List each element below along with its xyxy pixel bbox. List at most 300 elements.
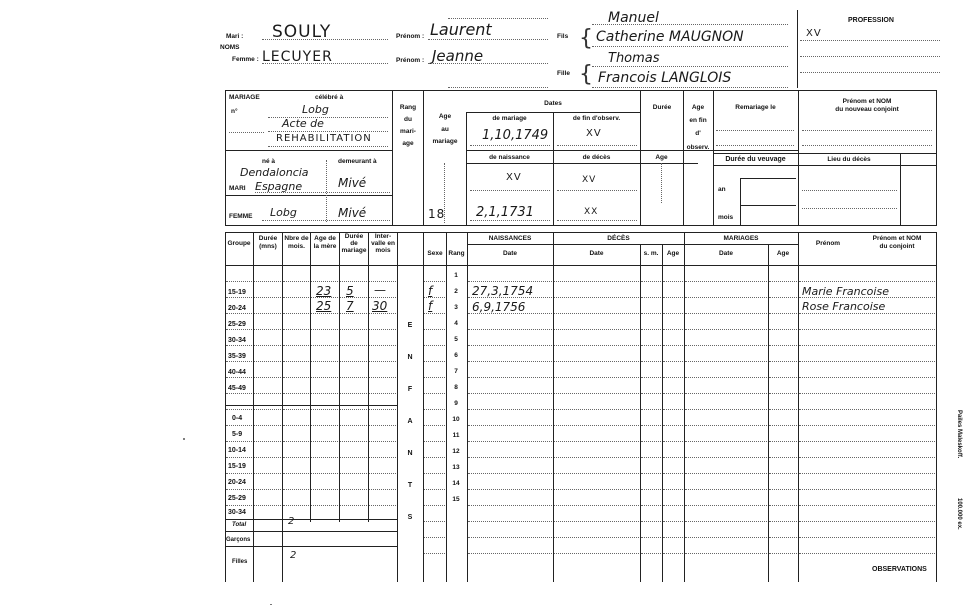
duree-label: Durée: [652, 104, 672, 111]
mari-line: [255, 192, 390, 193]
femme-deces: XX: [584, 207, 599, 217]
row-rule: [226, 425, 252, 426]
row-rule: [641, 457, 661, 458]
fille-label: Fille: [557, 70, 571, 77]
an-label: an: [718, 186, 726, 193]
row-rule: [254, 409, 281, 410]
row-rule: [769, 313, 797, 314]
de-mariage-label: de mariage: [492, 115, 527, 122]
rang-9: 9: [454, 400, 458, 407]
rang-11: 11: [452, 432, 460, 439]
row-rule: [769, 425, 797, 426]
row-rule: [254, 313, 281, 314]
celebre-line-2: [268, 131, 388, 132]
row-rule: [799, 409, 935, 410]
col-duree: [253, 232, 254, 582]
row-rule: [663, 297, 683, 298]
fille-mother: Francois LANGLOIS: [598, 70, 732, 86]
femme-deces-line: [557, 220, 637, 221]
table-top-border: [225, 232, 937, 233]
enfants-letter-0: E: [407, 322, 413, 329]
row-rule: [769, 537, 797, 538]
row-rule: [468, 425, 552, 426]
row-rule: [283, 473, 309, 474]
row-rule: [641, 489, 661, 490]
fils-father-line: [592, 24, 788, 25]
child-1-date: 27,3,1754: [472, 284, 534, 298]
group-top-3: 30-34: [228, 337, 246, 344]
veuvage-bottom: [713, 165, 936, 166]
row-rule: [554, 425, 639, 426]
total-row-bottom: [225, 531, 397, 532]
mari-label: Mari :: [226, 33, 244, 40]
table-left-border: [225, 232, 226, 582]
mari-row-label: MARI: [229, 185, 246, 192]
row-rule: [799, 377, 935, 378]
row-rule: [340, 473, 367, 474]
row-rule: [641, 505, 661, 506]
col-prenom: [798, 232, 799, 582]
row-rule: [226, 377, 252, 378]
fin-observ-label: de fin d'observ.: [572, 115, 621, 122]
child-1-sexe: f: [428, 284, 433, 298]
mariage-bottom-border: [225, 225, 937, 226]
sexe-label: Sexe: [427, 250, 443, 257]
row-rule: [685, 281, 767, 282]
ne-demeurant-divider: [326, 160, 327, 222]
row-rule: [311, 361, 338, 362]
lieu-deces-label: Lieu du décès: [827, 156, 871, 163]
row-rule: [340, 393, 367, 394]
row-rule: [685, 393, 767, 394]
mariage-left-border: [225, 90, 226, 225]
mari-row-line: [225, 195, 392, 196]
row-rule: [799, 313, 935, 314]
femme-age: 18: [428, 207, 446, 221]
row-rule: [663, 457, 683, 458]
rang-1: 1: [454, 272, 458, 279]
row-rule: [641, 521, 661, 522]
row-rule: [685, 329, 767, 330]
row-rule: [369, 393, 396, 394]
nouveau-line-2: [802, 145, 932, 146]
enfants-letter-1: N: [407, 354, 413, 361]
row-rule: [340, 281, 367, 282]
row-rule: [554, 537, 639, 538]
row-rule: [554, 329, 639, 330]
row-rule: [311, 345, 338, 346]
row-rule: [226, 361, 252, 362]
row-rule: [468, 377, 552, 378]
intervalle-l3: mois: [375, 247, 391, 254]
row-rule: [663, 425, 683, 426]
row-rule: [226, 393, 252, 394]
row-rule: [641, 345, 661, 346]
child-2-duree-mariage: 7: [346, 299, 354, 313]
rang-l3: mari-: [400, 128, 416, 135]
row-rule: [226, 473, 252, 474]
row-rule: [799, 537, 935, 538]
row-rule: [369, 409, 396, 410]
col-dage: [662, 244, 663, 582]
row-rule: [685, 345, 767, 346]
celebre-value-2: Acte de: [282, 117, 324, 130]
rang-label: Rang: [448, 250, 465, 257]
row-rule: [311, 489, 338, 490]
row-rule: [769, 489, 797, 490]
group-bottom-1: 5-9: [232, 431, 243, 438]
ne-a-value-2: Espagne: [255, 180, 303, 193]
row-rule: [283, 393, 309, 394]
deces-date-label: Date: [589, 250, 604, 257]
row-rule: [424, 409, 445, 410]
row-rule: [641, 425, 661, 426]
top-dotted-line: [448, 18, 548, 19]
rang-7: 7: [454, 368, 458, 375]
row-rule: [424, 457, 445, 458]
fils-father: Manuel: [608, 10, 659, 26]
row-rule: [369, 473, 396, 474]
row-rule: [663, 393, 683, 394]
row-rule: [424, 553, 445, 554]
age-l2: au: [441, 126, 449, 133]
fille-father-line: [592, 66, 788, 67]
row-rule: [685, 441, 767, 442]
row-rule: [254, 281, 281, 282]
dates-sub-line: [466, 112, 640, 113]
col-nbre: [282, 232, 283, 582]
row-rule: [254, 329, 281, 330]
mari-demeurant: Mivé: [338, 176, 367, 190]
profession-label: PROFESSION: [848, 17, 894, 24]
naissances-label: NAISSANCES: [488, 235, 532, 242]
row-rule: [554, 457, 639, 458]
age-fin-l2: en fin: [689, 117, 707, 124]
child-2-age-mere: 25: [316, 299, 332, 313]
row-rule: [369, 425, 396, 426]
row-rule: [468, 521, 552, 522]
femme-prenom: Jeanne: [432, 47, 484, 65]
row-rule: [641, 441, 661, 442]
row-rule: [340, 313, 367, 314]
row-rule: [424, 313, 445, 314]
row-rule: [769, 457, 797, 458]
row-rule: [641, 281, 661, 282]
mari-prenom-line: [428, 39, 548, 40]
row-rule: [340, 489, 367, 490]
row-rule: [685, 553, 767, 554]
row-rule: [468, 505, 552, 506]
age-fin-l1: Age: [691, 104, 705, 111]
duree-mariage-l2: de: [350, 240, 358, 247]
group-top-0: 15-19: [228, 289, 246, 296]
row-rule: [685, 489, 767, 490]
row-rule: [311, 505, 338, 506]
row-rule: [799, 521, 935, 522]
femme-row-label: FEMME: [229, 213, 253, 220]
row-rule: [554, 361, 639, 362]
group-top-1: 20-24: [228, 305, 246, 312]
femme-name: LECUYER: [262, 49, 333, 65]
group-top-6: 45-49: [228, 385, 246, 392]
mariage-right-border: [936, 90, 937, 225]
de-deces-label: de décès: [582, 154, 611, 161]
age-fin-l3: d': [695, 130, 701, 137]
mariages-label: MARIAGES: [723, 235, 759, 242]
row-rule: [554, 473, 639, 474]
row-rule: [424, 281, 445, 282]
ne-a-value-1: Dendaloncia: [240, 166, 309, 179]
row-rule: [283, 345, 309, 346]
duree-mariage-l1: Durée: [344, 233, 364, 240]
row-rule: [554, 297, 639, 298]
col-mariages: [684, 232, 685, 582]
femme-ne-a: Lobg: [270, 206, 297, 219]
row-rule: [424, 377, 445, 378]
rang-5: 5: [454, 336, 458, 343]
nouveau-conjoint-l1: Prénom et NOM: [842, 98, 892, 105]
col-rang: [446, 232, 447, 582]
row-rule: [311, 329, 338, 330]
femme-line: [262, 220, 390, 221]
row-rule: [311, 457, 338, 458]
row-rule: [685, 313, 767, 314]
row-rule: [254, 377, 281, 378]
row-rule: [685, 505, 767, 506]
rang-10: 10: [452, 416, 460, 423]
group-top-4: 35-39: [228, 353, 246, 360]
row-rule: [685, 425, 767, 426]
rang-6: 6: [454, 352, 458, 359]
row-rule: [799, 489, 935, 490]
row-rule: [283, 329, 309, 330]
filles-label: Filles: [232, 559, 248, 565]
row-rule: [663, 329, 683, 330]
row-rule: [311, 441, 338, 442]
enfants-letter-4: N: [407, 450, 413, 457]
group-bottom-4: 20-24: [228, 479, 246, 486]
row-rule: [685, 409, 767, 410]
femme-label: Femme :: [232, 56, 259, 63]
row-rule: [799, 457, 935, 458]
femme-naissance-line: [470, 220, 550, 221]
row-rule: [685, 457, 767, 458]
row-rule: [311, 425, 338, 426]
row-rule: [254, 441, 281, 442]
child-2-date: 6,9,1756: [472, 300, 526, 314]
row-rule: [554, 409, 639, 410]
row-rule: [283, 505, 309, 506]
row-rule: [283, 409, 309, 410]
row-rule: [769, 393, 797, 394]
row-rule: [663, 281, 683, 282]
enfants-letter-3: A: [407, 418, 413, 425]
col-enfants: [397, 232, 398, 582]
veuvage-box-left: [740, 178, 741, 225]
row-rule: [254, 489, 281, 490]
row-rule: [424, 537, 445, 538]
mariages-age-label: Age: [776, 250, 790, 257]
nouveau-conjoint-l2: du nouveau conjoint: [835, 106, 899, 113]
group-bottom-0: 0-4: [232, 415, 243, 422]
mariage-mid-line: [225, 150, 392, 151]
row-rule: [769, 553, 797, 554]
row-rule: [799, 441, 935, 442]
fin-observ-value: XV: [586, 128, 602, 139]
no-line: [229, 132, 264, 133]
row-rule: [254, 457, 281, 458]
group-bottom-2: 10-14: [228, 447, 246, 454]
conjoint-l1: Prénom et NOM: [872, 235, 922, 242]
row-rule: [226, 313, 252, 314]
row-rule: [769, 361, 797, 362]
row-rule: [468, 537, 552, 538]
row-rule: [226, 489, 252, 490]
groupe-label: Groupe: [227, 240, 251, 247]
printer-text: Pailes Maleskoff.: [956, 410, 962, 459]
rang-13: 13: [452, 464, 460, 471]
row-rule: [311, 473, 338, 474]
duree-mariage-l3: mariage: [341, 247, 367, 254]
row-rule: [424, 393, 445, 394]
row-rule: [283, 297, 309, 298]
fils-label: Fils: [557, 33, 569, 40]
row-rule: [340, 457, 367, 458]
rang-15: 15: [452, 496, 460, 503]
profession-value: XV: [806, 28, 822, 39]
group-bottom-6: 30-34: [228, 509, 246, 516]
row-rule: [226, 505, 252, 506]
row-rule: [641, 297, 661, 298]
child-1-intervalle: —: [374, 283, 386, 297]
remariage-label: Remariage le: [735, 104, 776, 111]
rang-14: 14: [452, 480, 460, 487]
row-rule: [468, 457, 552, 458]
row-rule: [468, 345, 552, 346]
group-top-5: 40-44: [228, 369, 246, 376]
fin-observ-line: [557, 145, 637, 146]
row-rule: [424, 425, 445, 426]
row-rule: [769, 473, 797, 474]
profession-divider: [797, 10, 798, 88]
profession-line-3: [800, 72, 940, 73]
observations-label: OBSERVATIONS: [872, 566, 927, 573]
row-rule: [641, 361, 661, 362]
enfants-letter-6: S: [407, 514, 413, 521]
mari-deces-line: [557, 190, 637, 191]
naissance-header-bottom: [466, 163, 698, 164]
row-rule: [799, 425, 935, 426]
row-rule: [769, 505, 797, 506]
duree-mns-l2: (mns): [259, 243, 277, 250]
row-rule: [311, 313, 338, 314]
row-rule: [369, 505, 396, 506]
row-rule: [641, 537, 661, 538]
row-rule: [468, 441, 552, 442]
row-rule: [663, 505, 683, 506]
row-rule: [799, 281, 935, 282]
de-naissance-label: de naissance: [489, 154, 530, 161]
mari-name-line: [262, 39, 388, 40]
row-rule: [311, 409, 338, 410]
row-rule: [369, 377, 396, 378]
row-rule: [769, 297, 797, 298]
row-rule: [226, 297, 252, 298]
enfants-letter-5: T: [407, 482, 413, 489]
nbre-mois-l1: Nbre de: [284, 235, 309, 242]
row-rule: [468, 409, 552, 410]
row-rule: [254, 425, 281, 426]
ne-a-label: né à: [262, 158, 276, 165]
child-1-age-mere: 23: [316, 284, 332, 298]
row-rule: [468, 553, 552, 554]
group-bottom-3: 15-19: [228, 463, 246, 470]
row-rule: [554, 313, 639, 314]
row-rule: [424, 361, 445, 362]
row-rule: [226, 329, 252, 330]
lieu-line-2: [802, 208, 897, 209]
row-rule: [254, 473, 281, 474]
celebre-label: célébré à: [315, 94, 344, 101]
an-box-top: [740, 178, 796, 179]
mariage-age-label: Age: [655, 154, 668, 161]
row-rule: [663, 537, 683, 538]
div-dates-left: [466, 112, 467, 225]
rang-3: 3: [454, 304, 458, 311]
row-rule: [663, 345, 683, 346]
celebre-value-3: REHABILITATION: [276, 133, 372, 144]
celebre-value-1: Lobg: [302, 103, 329, 116]
mois-label: mois: [718, 214, 734, 221]
row-rule: [369, 281, 396, 282]
copies-text: 100.000 ex.: [956, 498, 962, 530]
mois-box-top: [740, 205, 796, 206]
row-rule: [663, 409, 683, 410]
mari-prenom: Laurent: [430, 20, 492, 39]
row-rule: [283, 313, 309, 314]
row-rule: [799, 473, 935, 474]
nouveau-line-1: [802, 130, 932, 131]
row-rule: [641, 313, 661, 314]
child-2-sexe: f: [428, 299, 433, 313]
row-rule: [369, 441, 396, 442]
row-rule: [685, 377, 767, 378]
garcons-label: Garçons: [226, 537, 251, 543]
row-rule: [254, 297, 281, 298]
age-l1: Age: [438, 113, 452, 120]
row-rule: [468, 361, 552, 362]
fille-brace: {: [579, 62, 593, 87]
row-rule: [554, 345, 639, 346]
row-rule: [685, 537, 767, 538]
fils-mother-line: [592, 46, 788, 47]
row-rule: [641, 553, 661, 554]
enfants-letter-2: F: [407, 386, 413, 393]
div-lieu: [900, 153, 901, 225]
row-rule: [769, 345, 797, 346]
row-rule: [799, 505, 935, 506]
col-naiss: [467, 232, 468, 582]
row-rule: [641, 473, 661, 474]
row-rule: [769, 281, 797, 282]
mari-naissance: XV: [506, 172, 522, 183]
row-rule: [468, 489, 552, 490]
lieu-line-1: [802, 190, 897, 191]
rang-l4: age: [402, 140, 414, 147]
row-rule: [424, 345, 445, 346]
mariage-top-border: [225, 90, 937, 91]
deces-label: DÉCÈS: [607, 235, 630, 242]
